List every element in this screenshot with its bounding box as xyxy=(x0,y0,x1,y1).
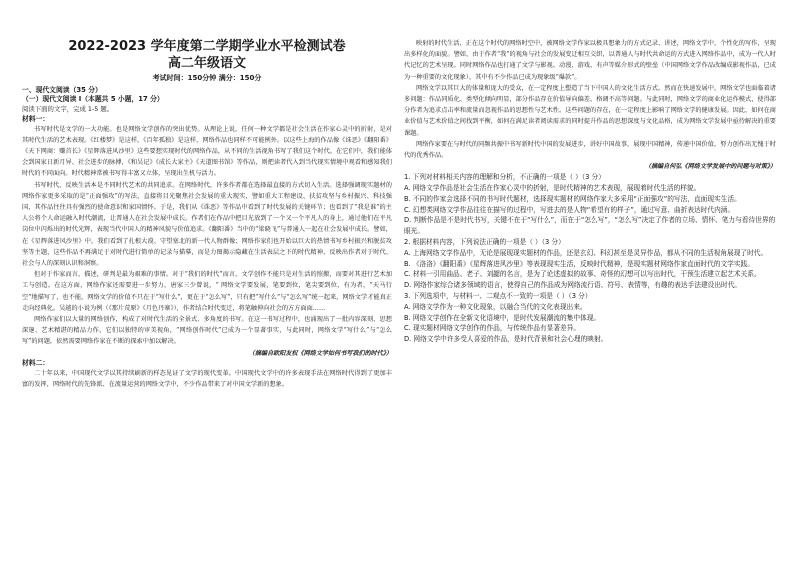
instruction: 阅读下面的文字，完成 1-5 题。 xyxy=(22,105,114,113)
question-stem: 3. 下列选项中，与材料一、二观点不一致的一项是（ ）（3 分） xyxy=(404,292,592,300)
option-d: D. 网络作家综合诸多领域的语言，使得自己的作品成为网络流行语、符号、表情等，有趣的表达手法建设出时代。 xyxy=(404,281,742,290)
material1-label: 材料一： xyxy=(22,114,50,123)
left-column xyxy=(22,0,392,390)
material2-paragraph: 网络文学以其巨大的体量和庞大的受众，在一定程度上塑造了当下中国人的文化生活方式。然而在快速发展中，网络文学也面临着诸多问题：作品同质化、类型化倾向明显，部分作品存在价值导向偏差、格调不高等问题。与此同时，网络文学的商业化运作模式，使得部分作者为追求点击率和流量而忽视作品的思想性与艺术性。这些问题的存在，在一定程度上影响了网络文学的健康发展。因此，如何在商业价值与艺术价值之间找到平衡，如何在满足读者阅读需求的同时提升作品的思想深度与文化品格，成为网络文学发展中亟待解决的重要课题。 xyxy=(404,84,776,137)
option-a: A. 上海网络文学作品中，无论是展现现实题材的作品，还是玄幻、科幻甚至是灵异作品，都从不同的生活视角展现了时代。 xyxy=(404,248,768,257)
sub-heading: （一）现代文阅读 I（本题共 5 小题，17 分） xyxy=(22,95,164,103)
option-d: D. 判断作品是不是时代书写，关键不在于“写什么”，而在于“怎么写”，“怎么写”决定了作者的立场、情怀、笔力与看待世界的眼光。 xyxy=(404,216,776,236)
question-stem: 2. 根据材料内容，下列说法正确的一项是（ ）（3 分） xyxy=(404,238,565,247)
option-b: B. 网络文学创作在全新文化语境中，是时代发展潮流的集中体现。 xyxy=(404,313,601,322)
option-c: C. 现实题材网络文学创作的作品，与传统作品有显著差异。 xyxy=(404,324,581,333)
exam-title: 2022-2023 学年度第二学期学业水平检测试卷 xyxy=(68,39,346,54)
material2-label: 材料二： xyxy=(22,358,50,367)
source-note: （摘编自何弘《网络文学发展中的问题与对策》） xyxy=(644,163,776,171)
option-c: C. 材料一引用曲品、老子、刘勰的名言，是为了论述虚拟的故事、奇怪的幻想可以写出时代，干预生活建立起艺术关系。 xyxy=(404,270,761,279)
material1-paragraph: 但对于作家而言，描述，研判是最为艰难的事情。对于“我们的时代”而言，文学创作不能只是对生活的照搬，而要对其进行艺术加工与创造。在这方面，网络作家还需要进一步努力，唐家三少曾说，“ 网络文学要发展，笔要到位，笔尖要到位，有为者，“天马行空”地描写了，也不能，网络文学的价值不只在于“写什么”，更在于“怎么写”，只有把“写什么”与“怎么写”统一起来，网络文学才能真正走向经典化。吴越的小说为例（《那片荒原》《月色丹寨》），作者结合时代变迁，将笔触伸向社会的方方面面…… xyxy=(22,271,392,312)
exam-meta: 考试时间：150分钟 满分：150分 xyxy=(152,74,262,82)
option-a: A. 网络文学作为一种文化现象，以融合当代的文化表现出来。 xyxy=(404,302,587,311)
option-d: D. 网络文学中许多受人喜爱的作品，是时代背景和社会心理的映射。 xyxy=(404,335,608,344)
option-b: B. 不同的作家会选择不同的书写时代题材，选择现实题材的网络作家大多采用“正面强攻”的写法，直面现实生活。 xyxy=(404,194,741,203)
question-2 xyxy=(404,237,776,291)
source-note: （摘编自欧阳友权《网络文学如何书写我们的时代》） xyxy=(248,349,392,357)
option-c: C. 幻想类网络文学作品往往在描写的过程中，写进去的是人物“希望有的样子”，通过写意、曲折表达时代内涵。 xyxy=(404,205,735,214)
material2-paragraph: 网络作家要在与时代的同频共振中书写新时代中国的发展进步，讲好中国故事，展现中国精神，传递中国价值，努力创作出无愧于时代的优秀作品。 xyxy=(404,140,776,160)
material2-paragraph: 二十年以来，中国现代文学以其持续刷新的样态见证了文学的现代变革。中国现代文学中的许多表现手法在网络时代得到了更加丰富的发挥，网络时代的先锋派、在流量运营的网络文学中，不少作品带来了对中国文学新的想象。 xyxy=(22,369,392,388)
right-column xyxy=(404,38,776,345)
question-stem: 1. 下列对材料相关内容的理解和分析，不正确的一项是（ ）（3 分） xyxy=(404,173,605,182)
material1-paragraph: 网络作家们以大量的网络创作，构成了对时代生活的全景式、多角度的书写。在这一书写过程中，也涌现出了一批内容深刻、思想深邃、艺术精湛的精品力作，它们以独特的审美视角，“网络创作时代”已成为一个显著事实，与此同时，网络文学“写什么”与“怎么写”的问题，依然需要网络作家在不断的探索中加以解决。 xyxy=(22,316,392,346)
material1-paragraph: 书写时代，反映生活本是不同时代艺术的共同追求。在网络时代，许多作者都在选择最直接的方式切入生活。选择强调现实题材的网络作家更多采取的是“正面强攻”的写法，直接将目光聚焦社会发展的重大现实，譬如重大工程建设、扶贫攻坚与乡村振兴、科技强国，其作品往往具有强烈的使命意识和家国情怀。于是，我们从《诛恶》等作品中看到了时代发展的关键环节；也看到了“我是谁”的主人公将个人命运融入时代潮流，让普通人在社会发展中成长。作者们在作品中把目光放到了一个又一个平凡人的身上，通过他们在平凡岗位中闪烁出的时代光辉，表现当代中国人的精神风貌与价值追求。《翻阳番》当中的“梁晓飞”与普通人一起在社会发展中成长。譬如，在《星辉落进风沙里》中，我们看到了扎根大漠、守望塞北的新一代人物群像；网络作家们也开始以巨大的热情书写乡村振兴和脱贫攻坚等主题，这些作品不再满足于对时代进行简单的记录与描摹，而是力图揭示隐藏在生活表层之下的时代精神，反映出作者对于时代、社会与人的深刻认识和洞察。 xyxy=(22,181,392,268)
question-1 xyxy=(404,172,776,237)
section-heading: 一、现代文阅读（35 分） xyxy=(22,86,102,94)
option-b: B. 《洛洛》《翻阳番》《星辉落进风沙里》等表现现实生活，反映时代精神，是现实题材网络作家直面时代的文学实践。 xyxy=(404,259,754,268)
material2-paragraph: 映射的时代生活，正在这个时代的网络时空中，被网络文学作家以极具想象力的方式记录、讲述，网络文学中，个性化的写作，呈现出多样化的面貌。譬如，由于作者“我”的视角与社会的发展变迁相互交织，以普通人与时代共命运的方式进入网络作品中，成为一代人时代记忆的艺术呈现。同时网络作品也打通了文学与影视、动漫、游戏、有声等媒介形式的壁垒（中国网络文学作品改编成影视作品，已成为一种重要的文化现象），其中有不少作品已成为现象级“爆款”。 xyxy=(404,40,776,81)
material1-paragraph: 书写时代是文学的一大功能。也是网络文学创作的突出优势。从理论上说，任何一种文学都是社会生活在作家心灵中的折射，是对其时代生活的艺术表现。《红楼梦》是这样，《百年孤独》是这样，网络作品也同样不可能例外。以这些上海的作品像《诛恶》《翻阳番》《天下网商：赚首长》《星辉落进风沙里》这些要想实现时代的网络作品，从不同的生活视角书写了我们这个时代。在它们中，我们能体会到国家日新月异、社会进步的脉搏，《和吴记》《成长大家主》《天道图书馆》等作品，则把读者代入到当代现实情境中观看和感知我们时代的不同面向。时代精神常被书写得丰富又立体，呈现出生机与活力。 xyxy=(22,125,392,178)
question-3 xyxy=(404,291,776,345)
option-a: A. 网络文学作品是社会生活在作家心灵中的折射，是时代精神的艺术表现，展现着时代生活的样貌。 xyxy=(404,184,701,193)
exam-subtitle: 高二年级语文 xyxy=(167,56,246,71)
